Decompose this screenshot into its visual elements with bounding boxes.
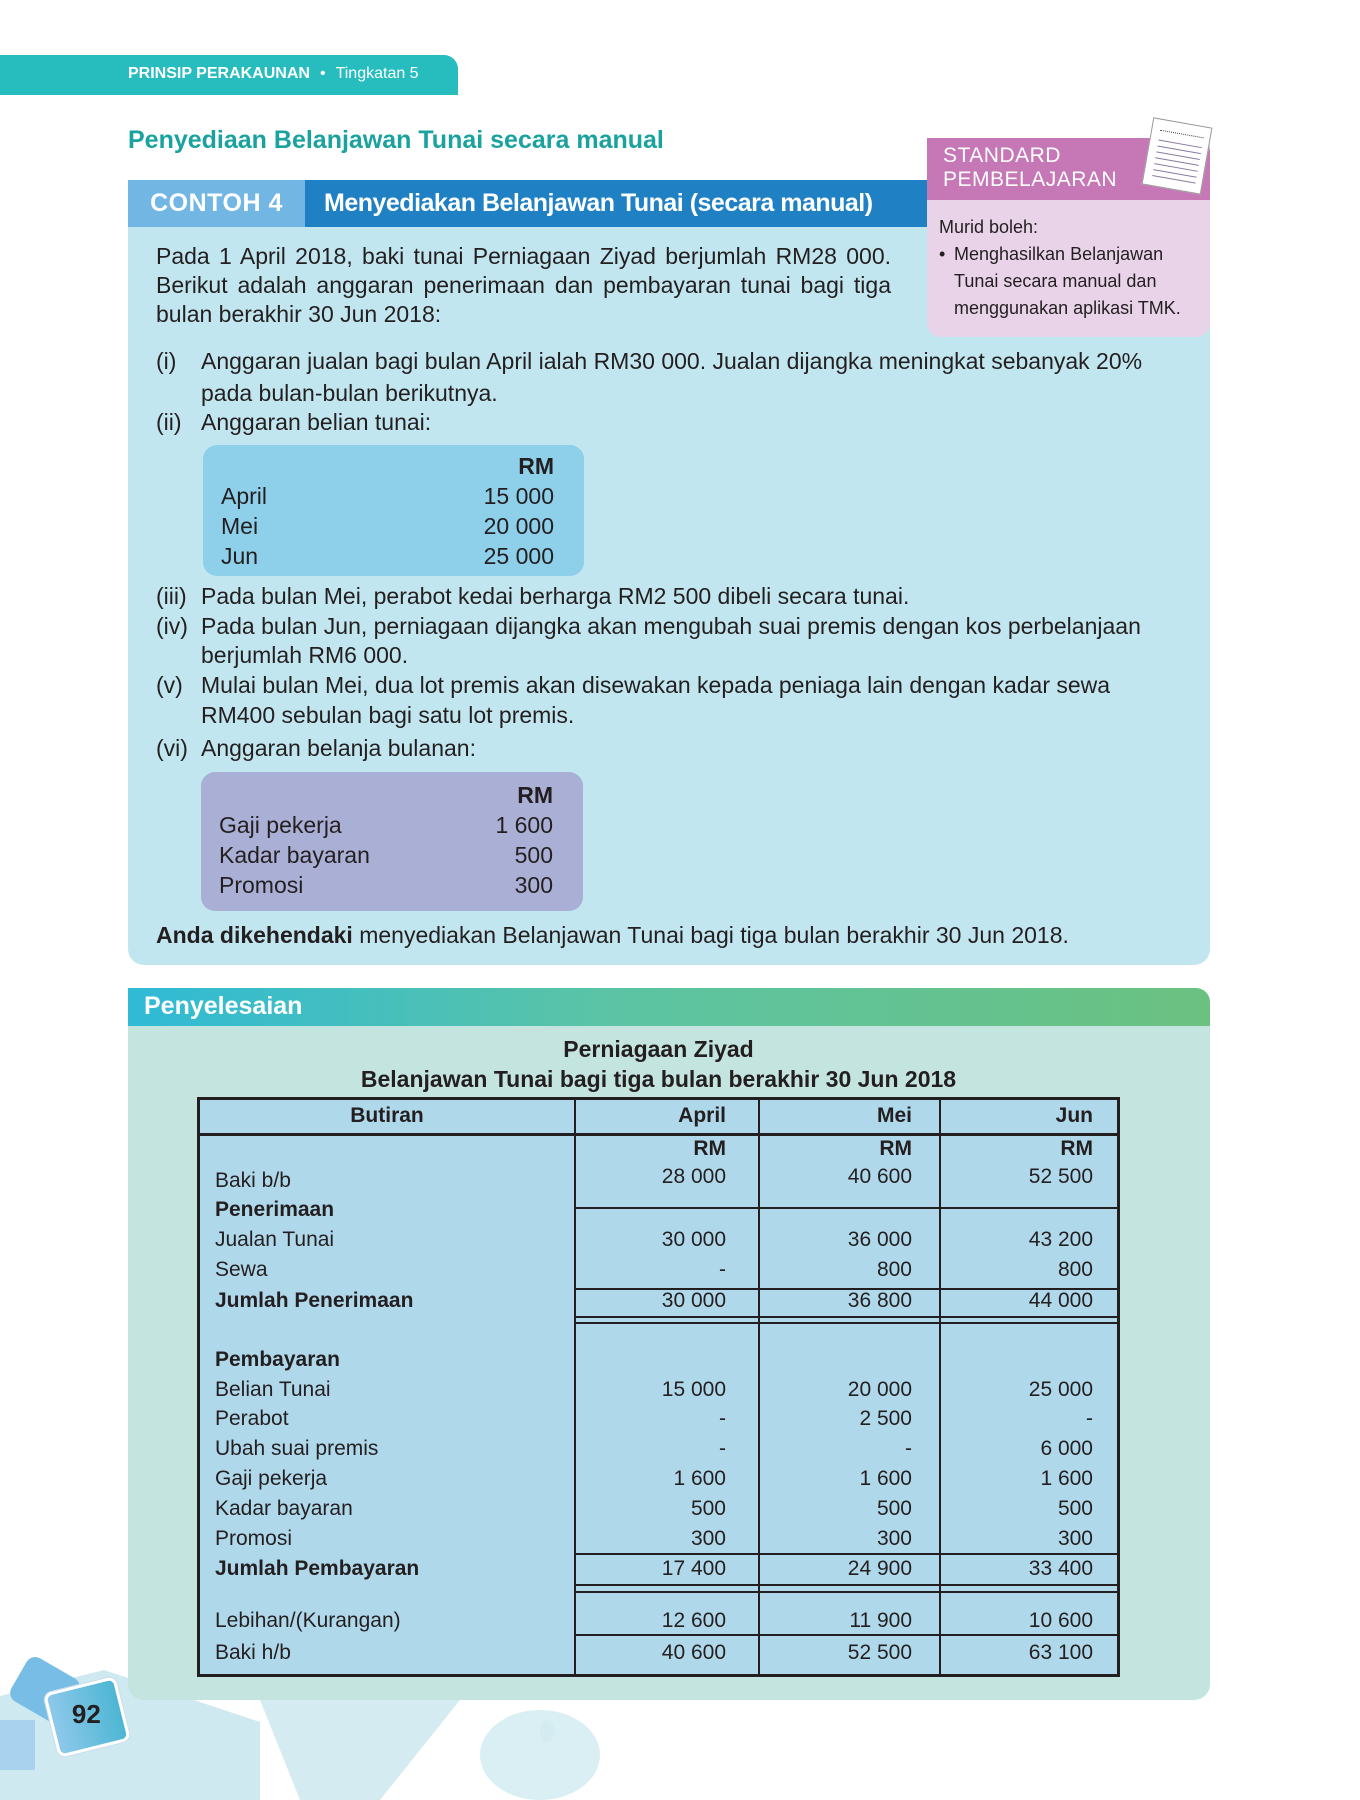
item-text: Pada bulan Mei, perabot kedai berharga RM2 500 dibeli secara tunai. — [201, 583, 910, 609]
currency-label: RM — [1060, 1137, 1093, 1160]
row-label: Baki b/b — [215, 1169, 291, 1192]
item-text: Pada bulan Jun, perniagaan dijangka akan mengubah suai premis dengan kos perbelanjaan — [201, 613, 1141, 639]
row-label: Perabot — [215, 1407, 289, 1430]
month-label: April — [221, 483, 268, 509]
learning-standard-lead: Murid boleh: — [939, 217, 1039, 237]
row-value: 300 — [690, 1527, 726, 1550]
row-label: Jualan Tunai — [215, 1228, 335, 1251]
row-value: 11 900 — [849, 1609, 912, 1632]
statement-title: Belanjawan Tunai bagi tiga bulan berakhir 30 Jun 2018 — [360, 1066, 957, 1092]
amount: 20 000 — [483, 513, 554, 539]
row-value: 800 — [1057, 1258, 1093, 1281]
learning-standard-header — [927, 138, 1210, 200]
row-value: 1 600 — [1040, 1467, 1093, 1490]
bullet-line: Tunai secara manual dan — [954, 271, 1157, 291]
learning-standard-box — [927, 138, 1210, 337]
row-label: Sewa — [215, 1258, 268, 1281]
row-value: 36 800 — [847, 1289, 912, 1312]
row-value: - — [905, 1437, 912, 1460]
currency-label: RM — [693, 1137, 726, 1160]
row-rule — [576, 1584, 1117, 1586]
row-value: 500 — [1057, 1497, 1093, 1520]
decorative-shape — [260, 1700, 460, 1800]
row-label: Belian Tunai — [215, 1378, 331, 1401]
notepad-icon — [1142, 117, 1213, 194]
bullet-line: menggunakan aplikasi TMK. — [954, 298, 1181, 318]
row-label: Gaji pekerja — [215, 1467, 328, 1490]
row-label: Jumlah Penerimaan — [215, 1289, 414, 1312]
row-value: 30 000 — [661, 1228, 726, 1251]
learning-standard-bullet — [939, 241, 1181, 322]
row-value: 24 900 — [847, 1557, 912, 1580]
item-label: (iii) — [156, 583, 187, 609]
requirement-text — [156, 922, 1069, 949]
page-number: 92 — [71, 1699, 101, 1730]
row-label: Pembayaran — [215, 1348, 340, 1371]
row-label: Kadar bayaran — [215, 1497, 353, 1520]
row-value: 30 000 — [661, 1289, 726, 1312]
row-value: 500 — [690, 1497, 726, 1520]
row-value: 800 — [876, 1258, 912, 1281]
month-label: Mei — [221, 513, 259, 539]
cash-budget-table — [197, 1097, 1120, 1677]
row-value: 52 500 — [1028, 1165, 1093, 1188]
row-value: 300 — [876, 1527, 912, 1550]
row-value: 10 600 — [1028, 1609, 1093, 1632]
example-number: CONTOH 4 — [128, 180, 305, 227]
solution-header — [128, 988, 1210, 1026]
requirement-rest: menyediakan Belanjawan Tunai bagi tiga bulan berakhir 30 Jun 2018. — [352, 922, 1069, 948]
requirement-bold: Anda dikehendaki — [156, 922, 353, 948]
business-name: Perniagaan Ziyad — [563, 1036, 754, 1062]
currency-header: RM — [517, 782, 553, 808]
decorative-shape — [0, 1720, 35, 1770]
solution-label: Penyelesaian — [144, 992, 303, 1020]
item-text: berjumlah RM6 000. — [201, 642, 409, 668]
item-label: (vi) — [156, 735, 188, 761]
section-title: Penyediaan Belanjawan Tunai secara manual — [128, 126, 664, 154]
item-text: Mulai bulan Mei, dua lot premis akan disewakan kepada peniaga lain dengan kadar sewa — [201, 672, 1111, 698]
row-value: 2 500 — [859, 1407, 912, 1430]
row-value: 20 000 — [847, 1378, 912, 1401]
currency-label: RM — [879, 1137, 912, 1160]
amount: 15 000 — [483, 483, 554, 509]
row-value: - — [719, 1407, 726, 1430]
row-value: 12 600 — [661, 1609, 726, 1632]
row-rule — [576, 1207, 1117, 1209]
item-label: (ii) — [156, 409, 182, 435]
row-rule — [576, 1322, 1117, 1324]
amount: 300 — [514, 872, 553, 898]
month-label: Jun — [221, 543, 259, 569]
row-value: 44 000 — [1028, 1289, 1093, 1312]
column-header-mei: Mei — [876, 1104, 912, 1127]
example-title: Menyediakan Belanjawan Tunai (secara manual) — [324, 189, 873, 217]
amount: 25 000 — [483, 543, 554, 569]
row-label: Jumlah Pembayaran — [215, 1557, 420, 1580]
expense-label: Kadar bayaran — [219, 842, 370, 868]
amount: 500 — [514, 842, 553, 868]
row-value: - — [1086, 1407, 1093, 1430]
column-header-butiran: Butiran — [350, 1104, 424, 1127]
decorative-shape — [480, 1710, 600, 1800]
item-label: (i) — [156, 348, 177, 374]
column-header-april: April — [678, 1104, 726, 1127]
row-rule — [576, 1591, 1117, 1593]
row-label: Promosi — [215, 1527, 293, 1550]
item-text: Anggaran belian tunai: — [201, 409, 432, 435]
row-label: Lebihan/(Kurangan) — [215, 1609, 401, 1632]
amount: 1 600 — [495, 812, 553, 838]
separator-dot: • — [319, 65, 326, 82]
row-value: 15 000 — [661, 1378, 726, 1401]
chapter-header-tab — [0, 55, 458, 95]
subject-name: PRINSIP PERAKAUNAN — [128, 65, 310, 82]
row-label: Baki h/b — [215, 1641, 291, 1664]
item-text: Anggaran jualan bagi bulan April ialah RM30 000. Jualan dijangka meningkat sebanyak 20% — [201, 348, 1143, 374]
row-value: 25 000 — [1028, 1378, 1093, 1401]
column-header-jun: Jun — [1055, 1104, 1093, 1127]
row-value: 28 000 — [661, 1165, 726, 1188]
row-value: 43 200 — [1028, 1228, 1093, 1251]
row-value: 1 600 — [673, 1467, 726, 1490]
item-label: (iv) — [156, 613, 188, 639]
row-value: 40 600 — [661, 1641, 726, 1664]
row-value: 17 400 — [661, 1557, 726, 1580]
row-label: Ubah suai premis — [215, 1437, 379, 1460]
row-value: 33 400 — [1028, 1557, 1093, 1580]
row-value: - — [719, 1258, 726, 1281]
row-value: 52 500 — [847, 1641, 912, 1664]
row-value: 300 — [1057, 1527, 1093, 1550]
expenses-table — [201, 772, 583, 911]
level-label: Tingkatan 5 — [335, 65, 419, 82]
item-text: RM400 sebulan bagi satu lot premis. — [201, 702, 575, 728]
expense-label: Gaji pekerja — [219, 812, 342, 838]
expense-label: Promosi — [219, 872, 304, 898]
decorative-shape — [540, 1720, 554, 1742]
row-value: 36 000 — [847, 1228, 912, 1251]
item-text: pada bulan-bulan berikutnya. — [201, 380, 498, 406]
row-value: 6 000 — [1040, 1437, 1093, 1460]
row-label: Penerimaan — [215, 1198, 335, 1221]
row-value: 63 100 — [1028, 1641, 1093, 1664]
row-value: 500 — [876, 1497, 912, 1520]
learning-standard-title: PEMBELAJARAN — [943, 168, 1118, 191]
item-label: (v) — [156, 672, 183, 698]
row-value: 40 600 — [847, 1165, 912, 1188]
row-value: - — [719, 1437, 726, 1460]
item-text: Anggaran belanja bulanan: — [201, 735, 476, 761]
example-intro: Pada 1 April 2018, baki tunai Perniagaan Ziyad berjumlah RM28 000. Berikut adalah anggaran penerimaan dan pembayaran tunai bagi tiga bulan berakhir 30 Jun 2018: — [156, 243, 891, 327]
row-rule — [576, 1316, 1117, 1318]
bullet-line: • Menghasilkan Belanjawan — [954, 244, 1164, 264]
purchases-table — [203, 445, 584, 576]
currency-header: RM — [518, 453, 554, 479]
example-header — [128, 180, 927, 227]
learning-standard-title: STANDARD — [943, 144, 1061, 167]
row-value: 1 600 — [859, 1467, 912, 1490]
